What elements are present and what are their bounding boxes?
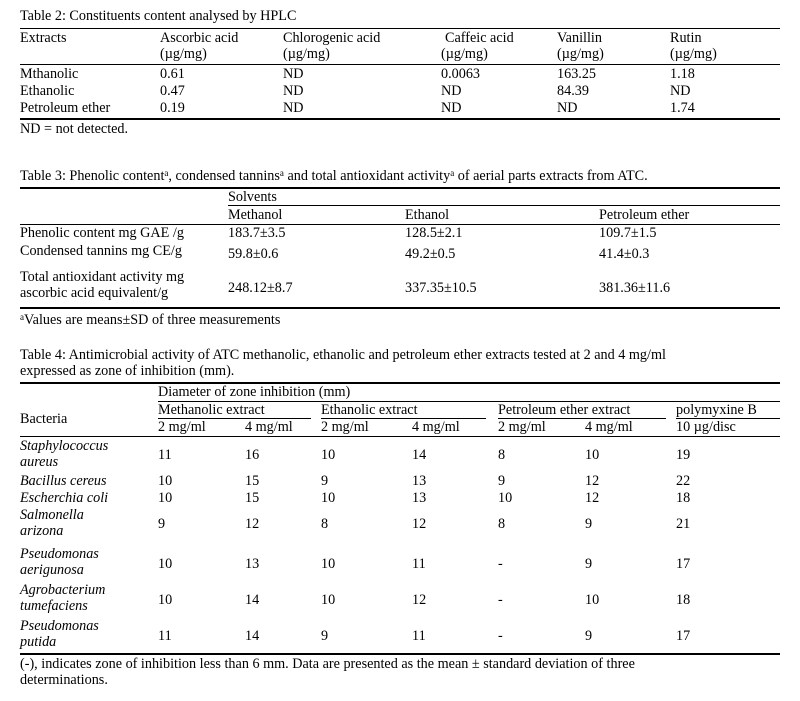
t4-cell: 15: [245, 490, 260, 506]
t2-cell: 1.18: [670, 66, 695, 82]
t4-group-petroleum: Petroleum ether extract: [498, 402, 631, 418]
t4-bacteria-name: Bacillus cereus: [20, 473, 107, 489]
t2-cell: 0.0063: [441, 66, 481, 82]
t2-cell: 84.39: [557, 83, 589, 99]
t4-cell: 11: [158, 447, 172, 463]
t4-cell: 9: [498, 473, 506, 489]
t4-cell: -: [498, 592, 503, 608]
table-3-top-rule: [20, 187, 780, 189]
table-4-header-rule: [20, 436, 780, 437]
t4-cell: 11: [412, 556, 426, 572]
t2-row-petroleum: Petroleum ether: [20, 100, 111, 116]
t3-cell: 248.12±8.7: [228, 280, 293, 296]
t2-cell: 0.47: [160, 83, 185, 99]
table-2-caption: Table 2: Constituents content analysed by HPLC: [20, 8, 297, 24]
t4-group-methanolic: Methanolic extract: [158, 402, 265, 418]
t4-cell: -: [498, 556, 503, 572]
t4-cell: 13: [412, 473, 427, 489]
t4-cell: 10: [321, 592, 336, 608]
t4-cell: 14: [245, 592, 260, 608]
t2-cell: 1.74: [670, 100, 695, 116]
t3-cell: 183.7±3.5: [228, 225, 286, 241]
table-4-top-rule: [20, 382, 780, 384]
t4-cell: 9: [321, 473, 329, 489]
t4-cell: 13: [412, 490, 427, 506]
t4-cell: 11: [412, 628, 426, 644]
table-2-header-rule: [20, 64, 780, 65]
table-4-footnote-line2: determinations.: [20, 672, 108, 688]
t4-bacteria-name: Staphylococcus: [20, 438, 109, 454]
t2-cell: 0.19: [160, 100, 185, 116]
t4-cell: 22: [676, 473, 691, 489]
t4-cell: 18: [676, 490, 691, 506]
t4-cell: 10: [158, 556, 173, 572]
t3-cell: 337.35±10.5: [405, 280, 477, 296]
t4-cell: 8: [498, 447, 506, 463]
t4-group-header-diameter: Diameter of zone inhibition (mm): [158, 384, 351, 400]
t3-row-antioxidant-line2: ascorbic acid equivalent/g: [20, 285, 169, 301]
t4-cell: 8: [498, 516, 506, 532]
t3-cell: 41.4±0.3: [599, 246, 650, 262]
t4-cell: 19: [676, 447, 691, 463]
t3-group-rule: [228, 205, 780, 206]
t2-header-ascorbic-unit: (µg/mg): [160, 46, 207, 62]
t4-cell: 10: [158, 592, 173, 608]
t4-cell: 9: [585, 556, 593, 572]
table-4: [20, 347, 780, 697]
table-4-footnote: (-), indicates zone of inhibition less than 6 mm. Data are presented as the mean ± standard deviation of three: [20, 656, 635, 672]
t4-group-polymyxine: polymyxine B: [676, 402, 757, 418]
table-3-bottom-rule: [20, 307, 780, 309]
t4-sub-header: 2 mg/ml: [321, 419, 369, 435]
t4-cell: 15: [245, 473, 260, 489]
table-2-footnote: ND = not detected.: [20, 121, 129, 137]
t2-header-ascorbic: Ascorbic acid: [160, 30, 239, 46]
t4-cell: 8: [321, 516, 329, 532]
t3-col-petroleum: Petroleum ether: [599, 207, 690, 223]
t4-bacteria-name: Pseudomonas: [20, 546, 99, 562]
t4-bacteria-name-line2: arizona: [20, 523, 64, 539]
t4-cell: 10: [321, 490, 336, 506]
t4-bacteria-name-line2: putida: [20, 634, 57, 650]
t3-cell: 59.8±0.6: [228, 246, 279, 262]
t4-cell: 13: [245, 556, 260, 572]
t2-cell: 163.25: [557, 66, 597, 82]
t2-header-rutin-unit: (µg/mg): [670, 46, 717, 62]
t4-cell: 21: [676, 516, 691, 532]
t4-sub-header: 4 mg/ml: [245, 419, 293, 435]
t4-bacteria-name: Escherchia coli: [20, 490, 109, 506]
t2-header-chlorogenic: Chlorogenic acid: [283, 30, 381, 46]
t2-header-caffeic: Caffeic acid: [445, 30, 514, 46]
t2-row-methanolic: Mthanolic: [20, 66, 79, 82]
t4-cell: 9: [158, 516, 166, 532]
table-2-top-rule: [20, 28, 780, 29]
t4-cell: 12: [585, 473, 600, 489]
t2-header-rutin: Rutin: [670, 30, 702, 46]
t3-row-antioxidant: Total antioxidant activity mg: [20, 269, 185, 285]
t4-sub-header: 2 mg/ml: [158, 419, 206, 435]
table-2: [20, 8, 780, 158]
table-3-footnote: $^a$Values are means±SD of three measurements: [20, 312, 281, 328]
t4-cell: 9: [585, 628, 593, 644]
t4-cell: 10: [158, 473, 173, 489]
t4-sub-header: 10 µg/disc: [676, 419, 736, 435]
table-2-bottom-rule: [20, 118, 780, 120]
t4-cell: 17: [676, 556, 691, 572]
t4-cell: 12: [585, 490, 600, 506]
t4-sub-header: 4 mg/ml: [585, 419, 633, 435]
t3-cell: 49.2±0.5: [405, 246, 456, 262]
t4-row-header-bacteria: Bacteria: [20, 411, 68, 427]
t4-cell: 12: [412, 592, 427, 608]
t2-cell: ND: [441, 100, 462, 116]
t3-group-header-solvents: Solvents: [228, 189, 277, 205]
t2-cell: ND: [283, 100, 304, 116]
t3-cell: 128.5±2.1: [405, 225, 463, 241]
t4-cell: 12: [412, 516, 427, 532]
t4-cell: 10: [585, 447, 600, 463]
t4-bacteria-name: Pseudomonas: [20, 618, 99, 634]
t4-cell: 12: [245, 516, 260, 532]
t4-bacteria-name: Agrobacterium: [20, 582, 106, 598]
t4-cell: 10: [158, 490, 173, 506]
t4-bacteria-name-line2: tumefaciens: [20, 598, 88, 614]
table-3-caption: Table 3: Phenolic content$^a$, condensed tannins$^a$ and total antioxidant activity$^a$ of aerial parts extracts from ATC.: [20, 168, 648, 184]
t3-col-ethanol: Ethanol: [405, 207, 450, 223]
t4-cell: 9: [585, 516, 593, 532]
t4-cell: 10: [321, 447, 336, 463]
t2-header-extracts: Extracts: [20, 30, 67, 46]
t2-row-ethanolic: Ethanolic: [20, 83, 75, 99]
t3-cell: 109.7±1.5: [599, 225, 657, 241]
t2-header-chlorogenic-unit: (µg/mg): [283, 46, 330, 62]
t3-row-phenolic: Phenolic content mg GAE /g: [20, 225, 184, 241]
t4-cell: 10: [498, 490, 513, 506]
t2-header-vanillin: Vanillin: [557, 30, 602, 46]
t2-cell: ND: [670, 83, 691, 99]
t2-cell: ND: [441, 83, 462, 99]
t4-cell: 17: [676, 628, 691, 644]
t2-header-caffeic-unit: (µg/mg): [441, 46, 488, 62]
t4-sub-header: 4 mg/ml: [412, 419, 460, 435]
t4-cell: -: [498, 628, 503, 644]
t4-sub-header: 2 mg/ml: [498, 419, 546, 435]
t2-cell: ND: [557, 100, 578, 116]
t2-cell: 0.61: [160, 66, 185, 82]
t4-cell: 9: [321, 628, 329, 644]
table-4-bottom-rule: [20, 653, 780, 655]
t4-cell: 10: [321, 556, 336, 572]
t2-cell: ND: [283, 66, 304, 82]
t4-cell: 14: [412, 447, 427, 463]
t3-col-methanol: Methanol: [228, 207, 283, 223]
table-3: [20, 168, 780, 333]
t4-bacteria-name-line2: aerigunosa: [20, 562, 84, 578]
t4-cell: 14: [245, 628, 260, 644]
t4-bacteria-name: Salmonella: [20, 507, 84, 523]
t4-cell: 10: [585, 592, 600, 608]
t4-cell: 11: [158, 628, 172, 644]
table-4-caption: Table 4: Antimicrobial activity of ATC methanolic, ethanolic and petroleum ether extracts tested at 2 and 4 mg/ml: [20, 347, 666, 363]
t3-row-tannins: Condensed tannins mg CE/g: [20, 243, 182, 259]
t2-header-vanillin-unit: (µg/mg): [557, 46, 604, 62]
t2-cell: ND: [283, 83, 304, 99]
t4-group-ethanolic: Ethanolic extract: [321, 402, 418, 418]
t4-bacteria-name-line2: aureus: [20, 454, 59, 470]
t3-cell: 381.36±11.6: [599, 280, 671, 296]
t4-cell: 16: [245, 447, 260, 463]
table-4-caption-line2: expressed as zone of inhibition (mm).: [20, 363, 235, 379]
t4-cell: 18: [676, 592, 691, 608]
